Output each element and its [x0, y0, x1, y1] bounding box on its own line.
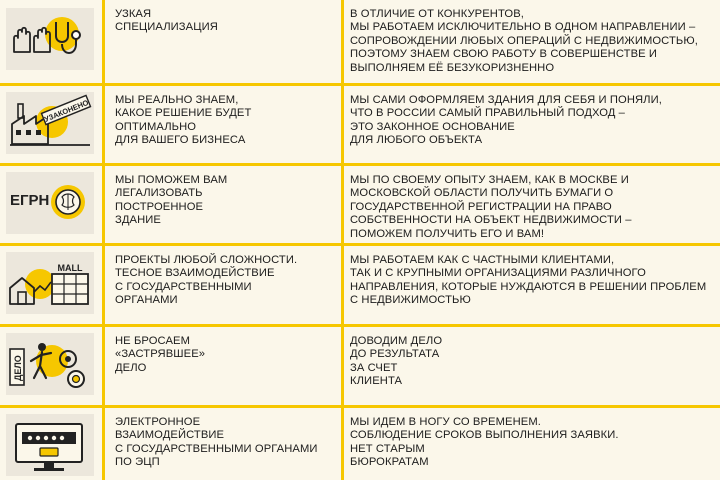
description-line: МОСКОВСКОЙ ОБЛАСТИ ПОЛУЧИТЬ БУМАГИ О — [350, 187, 614, 200]
description-cell — [344, 86, 720, 163]
title-line: ЗДАНИЕ — [115, 214, 161, 227]
description-line: ПОЭТОМУ ЗНАЕМ СВОЮ РАБОТУ В СОВЕРШЕНСТВЕ И — [350, 48, 658, 61]
description-line: ЭТО ЗАКОННОЕ ОСНОВАНИЕ — [350, 120, 515, 133]
title-line: ПО ЭЦП — [115, 456, 160, 469]
description-line: ТАК И С КРУПНЫМИ ОРГАНИЗАЦИЯМИ РАЗЛИЧНОГО — [350, 267, 646, 280]
description-line: СОПРОВОЖДЕНИИ ЛЮБЫХ ОПЕРАЦИЙ С НЕДВИЖИМОСТЬЮ, — [350, 34, 698, 47]
description-line: МЫ САМИ ОФОРМЛЯЕМ ЗДАНИЯ ДЛЯ СЕБЯ И ПОНЯЛИ, — [350, 94, 662, 106]
benefit-description — [350, 8, 714, 75]
benefit-title — [115, 335, 335, 375]
benefit-title — [115, 174, 335, 228]
benefit-title — [115, 416, 335, 470]
title-line: ДЕЛО — [115, 361, 147, 374]
monitor-password-icon — [6, 414, 94, 476]
description-line: НЕТ СТАРЫМ — [350, 442, 425, 455]
title-line: ЛЕГАЛИЗОВАТЬ — [115, 187, 203, 200]
title-line: КАКОЕ РЕШЕНИЕ БУДЕТ — [115, 107, 252, 120]
title-line: ДЛЯ ВАШЕГО БИЗНЕСА — [115, 134, 246, 147]
title-line: С ГОСУДАРСТВЕННЫМИ ОРГАНАМИ — [115, 442, 318, 455]
title-line: УЗКАЯ — [115, 8, 152, 20]
table-row — [0, 0, 720, 83]
factory-approved-stamp-icon — [6, 92, 94, 154]
description-cell — [344, 408, 720, 480]
house-mall-icon — [6, 252, 94, 314]
description-line: СОБЛЮДЕНИЕ СРОКОВ ВЫПОЛНЕНИЯ ЗАЯВКИ. — [350, 429, 619, 442]
description-line: МЫ ПО СВОЕМУ ОПЫТУ ЗНАЕМ, КАК В МОСКВЕ И — [350, 174, 629, 186]
table-row — [0, 327, 720, 405]
description-line: СОБСТВЕННОСТИ НА ОБЪЕКТ НЕДВИЖИМОСТИ – — [350, 214, 632, 227]
description-line: КЛИЕНТА — [350, 375, 403, 388]
title-line: ОРГАНАМИ — [115, 294, 178, 307]
description-line: ВЫПОЛНЯЕМ ЕЁ БЕЗУКОРИЗНЕННО — [350, 61, 555, 74]
title-line: МЫ ПОМОЖЕМ ВАМ — [115, 174, 228, 186]
mall-label: MALL — [57, 263, 83, 273]
title-line: ВЗАИМОДЕЙСТВИЕ — [115, 429, 225, 442]
benefit-description — [350, 254, 714, 308]
description-cell — [344, 166, 720, 243]
description-line: БЮРОКРАТАМ — [350, 456, 429, 469]
description-cell — [344, 246, 720, 324]
egrn-emblem-icon — [6, 172, 94, 234]
description-line: МЫ ИДЕМ В НОГУ СО ВРЕМЕНЕМ. — [350, 416, 541, 428]
title-line: ПОСТРОЕННОЕ — [115, 200, 204, 213]
description-line: ГОСУДАРСТВЕННОЙ РЕГИСТРАЦИИ НА ПРАВО — [350, 200, 612, 213]
description-line: ДО РЕЗУЛЬТАТА — [350, 348, 440, 361]
gloves-stethoscope-icon — [6, 8, 94, 70]
title-line: ПРОЕКТЫ ЛЮБОЙ СЛОЖНОСТИ. — [115, 254, 298, 266]
icon-cell — [0, 166, 102, 243]
benefit-description — [350, 335, 714, 389]
icon-cell — [0, 327, 102, 405]
title-cell — [105, 408, 341, 480]
description-line: ЧТО В РОССИИ САМЫЙ ПРАВИЛЬНЫЙ ПОДХОД – — [350, 107, 625, 120]
description-line: В ОТЛИЧИЕ ОТ КОНКУРЕНТОВ, — [350, 8, 524, 20]
title-line: МЫ РЕАЛЬНО ЗНАЕМ, — [115, 94, 239, 106]
table-row — [0, 246, 720, 324]
benefit-title — [115, 8, 335, 35]
egrn-label: ЕГРН — [10, 192, 50, 209]
description-cell — [344, 327, 720, 405]
title-cell — [105, 166, 341, 243]
description-line: МЫ РАБОТАЕМ ИСКЛЮЧИТЕЛЬНО В ОДНОМ НАПРАВЛЕНИИ – — [350, 21, 696, 34]
title-line: ЭЛЕКТРОННОЕ — [115, 416, 201, 428]
title-line: «ЗАСТРЯВШЕЕ» — [115, 348, 206, 361]
title-line: С ГОСУДАРСТВЕННЫМИ — [115, 280, 252, 293]
case-label: ДЕЛО — [13, 355, 23, 381]
table-row — [0, 86, 720, 163]
title-cell — [105, 327, 341, 405]
description-line: ПОМОЖЕМ ПОЛУЧИТЬ ЕГО И ВАМ! — [350, 227, 545, 240]
title-cell — [105, 246, 341, 324]
title-line: ТЕСНОЕ ВЗАИМОДЕЙСТВИЕ — [115, 267, 275, 280]
benefit-description — [350, 94, 714, 148]
title-cell — [105, 0, 341, 83]
table-row — [0, 166, 720, 243]
description-line: С НЕДВИЖИМОСТЬЮ — [350, 294, 471, 307]
title-line: ОПТИМАЛЬНО — [115, 120, 197, 133]
icon-cell — [0, 408, 102, 480]
title-line: НЕ БРОСАЕМ — [115, 335, 190, 347]
table-row — [0, 408, 720, 480]
description-cell — [344, 0, 720, 83]
stamp-label: УЗАКОНЕНО — [42, 97, 90, 124]
stuck-case-lifebuoy-icon — [6, 333, 94, 395]
icon-cell — [0, 246, 102, 324]
description-line: ДЛЯ ЛЮБОГО ОБЪЕКТА — [350, 134, 483, 147]
benefit-title — [115, 254, 335, 308]
icon-cell — [0, 0, 102, 83]
description-line: ЗА СЧЕТ — [350, 361, 398, 374]
title-line: СПЕЦИАЛИЗАЦИЯ — [115, 21, 218, 34]
benefit-description — [350, 174, 714, 241]
benefit-description — [350, 416, 714, 470]
benefit-title — [115, 94, 335, 148]
title-cell — [105, 86, 341, 163]
description-line: ДОВОДИМ ДЕЛО — [350, 335, 443, 347]
icon-cell — [0, 86, 102, 163]
description-line: МЫ РАБОТАЕМ КАК С ЧАСТНЫМИ КЛИЕНТАМИ, — [350, 254, 615, 266]
description-line: НАПРАВЛЕНИЯ, КОТОРЫЕ НУЖДАЮТСЯ В РЕШЕНИИ ПРОБЛЕМ — [350, 280, 707, 293]
